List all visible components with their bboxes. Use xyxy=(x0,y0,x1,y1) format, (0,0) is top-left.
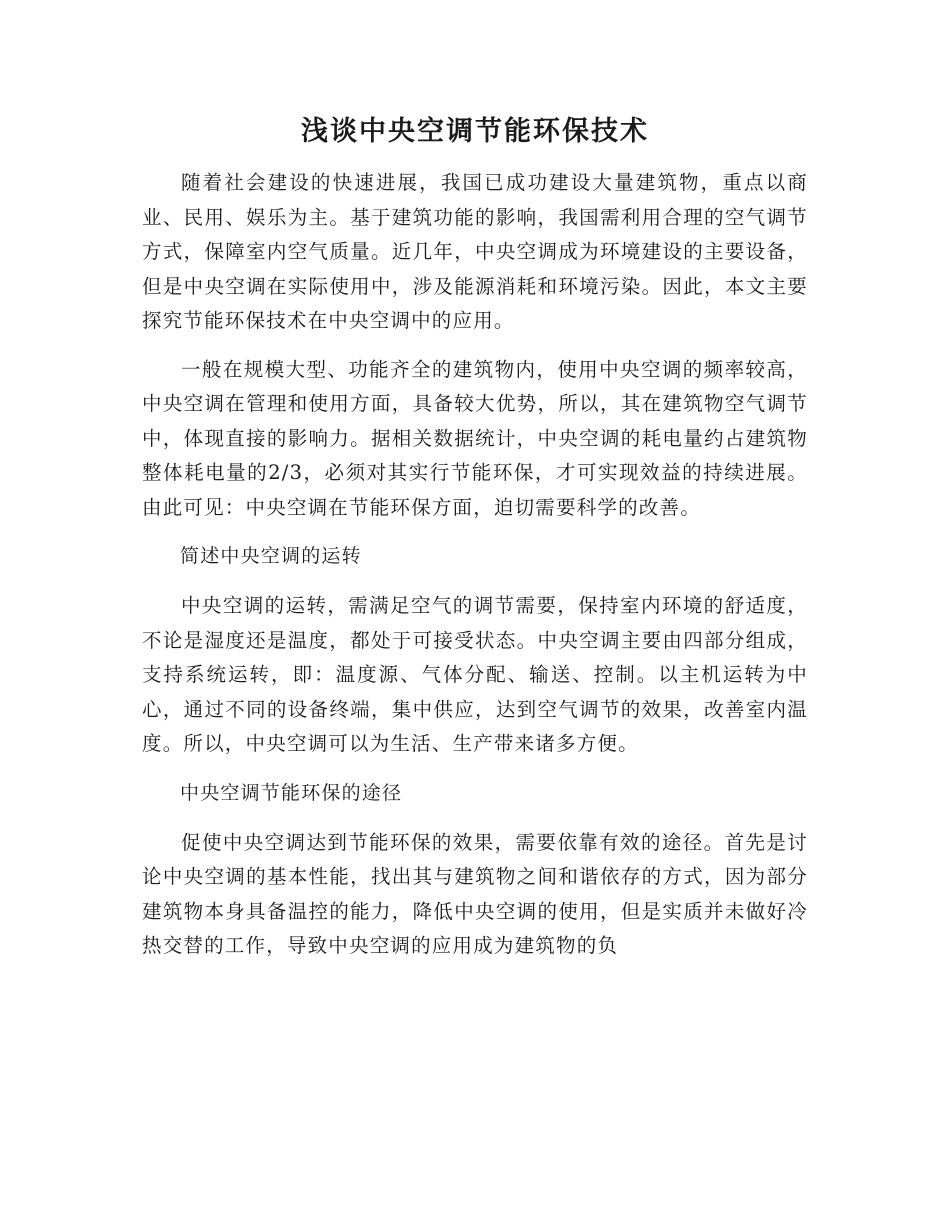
intro-paragraph: 随着社会建设的快速进展，我国已成功建设大量建筑物，重点以商业、民用、娱乐为主。基于建筑功能的影响，我国需利用合理的空气调节方式，保障室内空气质量。近几年，中央空调成为环境建设的主要设备，但是中央空调在实际使用中，涉及能源消耗和环境污染。因此，本文主要探究节能环保技术在中央空调中的应用。 xyxy=(142,171,808,332)
section-heading-operation: 简述中央空调的运转 xyxy=(180,545,362,567)
section-body-approaches: 促使中央空调达到节能环保的效果，需要依靠有效的途径。首先是讨论中央空调的基本性能，找出其与建筑物之间和谐依存的方式，因为部分建筑物本身具备温控的能力，降低中央空调的使用，但是实质并未做好冷热交替的工作，导致中央空调的应用成为建筑物的负 xyxy=(142,830,808,957)
document-title: 浅谈中央空调节能环保技术 xyxy=(301,116,649,147)
document-page xyxy=(142,110,808,978)
background-paragraph: 一般在规模大型、功能齐全的建筑物内，使用中央空调的频率较高，中央空调在管理和使用方面，具备较大优势，所以，其在建筑物空气调节中，体现直接的影响力。据相关数据统计，中央空调的耗电量约占建筑物整体耗电量的2/3，必须对其实行节能环保，才可实现效益的持续进展。由此可见：中央空调在节能环保方面，迫切需要科学的改善。 xyxy=(142,357,808,519)
section-heading-approaches: 中央空调节能环保的途径 xyxy=(180,781,403,804)
section-body-operation: 中央空调的运转，需满足空气的调节需要，保持室内环境的舒适度，不论是湿度还是温度，都处于可接受状态。中央空调主要由四部分组成，支持系统运转，即：温度源、气体分配、输送、控制。以主机运转为中心，通过不同的设备终端，集中供应，达到空气调节的效果，改善室内温度。所以，中央空调可以为生活、生产带来诸多方便。 xyxy=(142,594,808,755)
